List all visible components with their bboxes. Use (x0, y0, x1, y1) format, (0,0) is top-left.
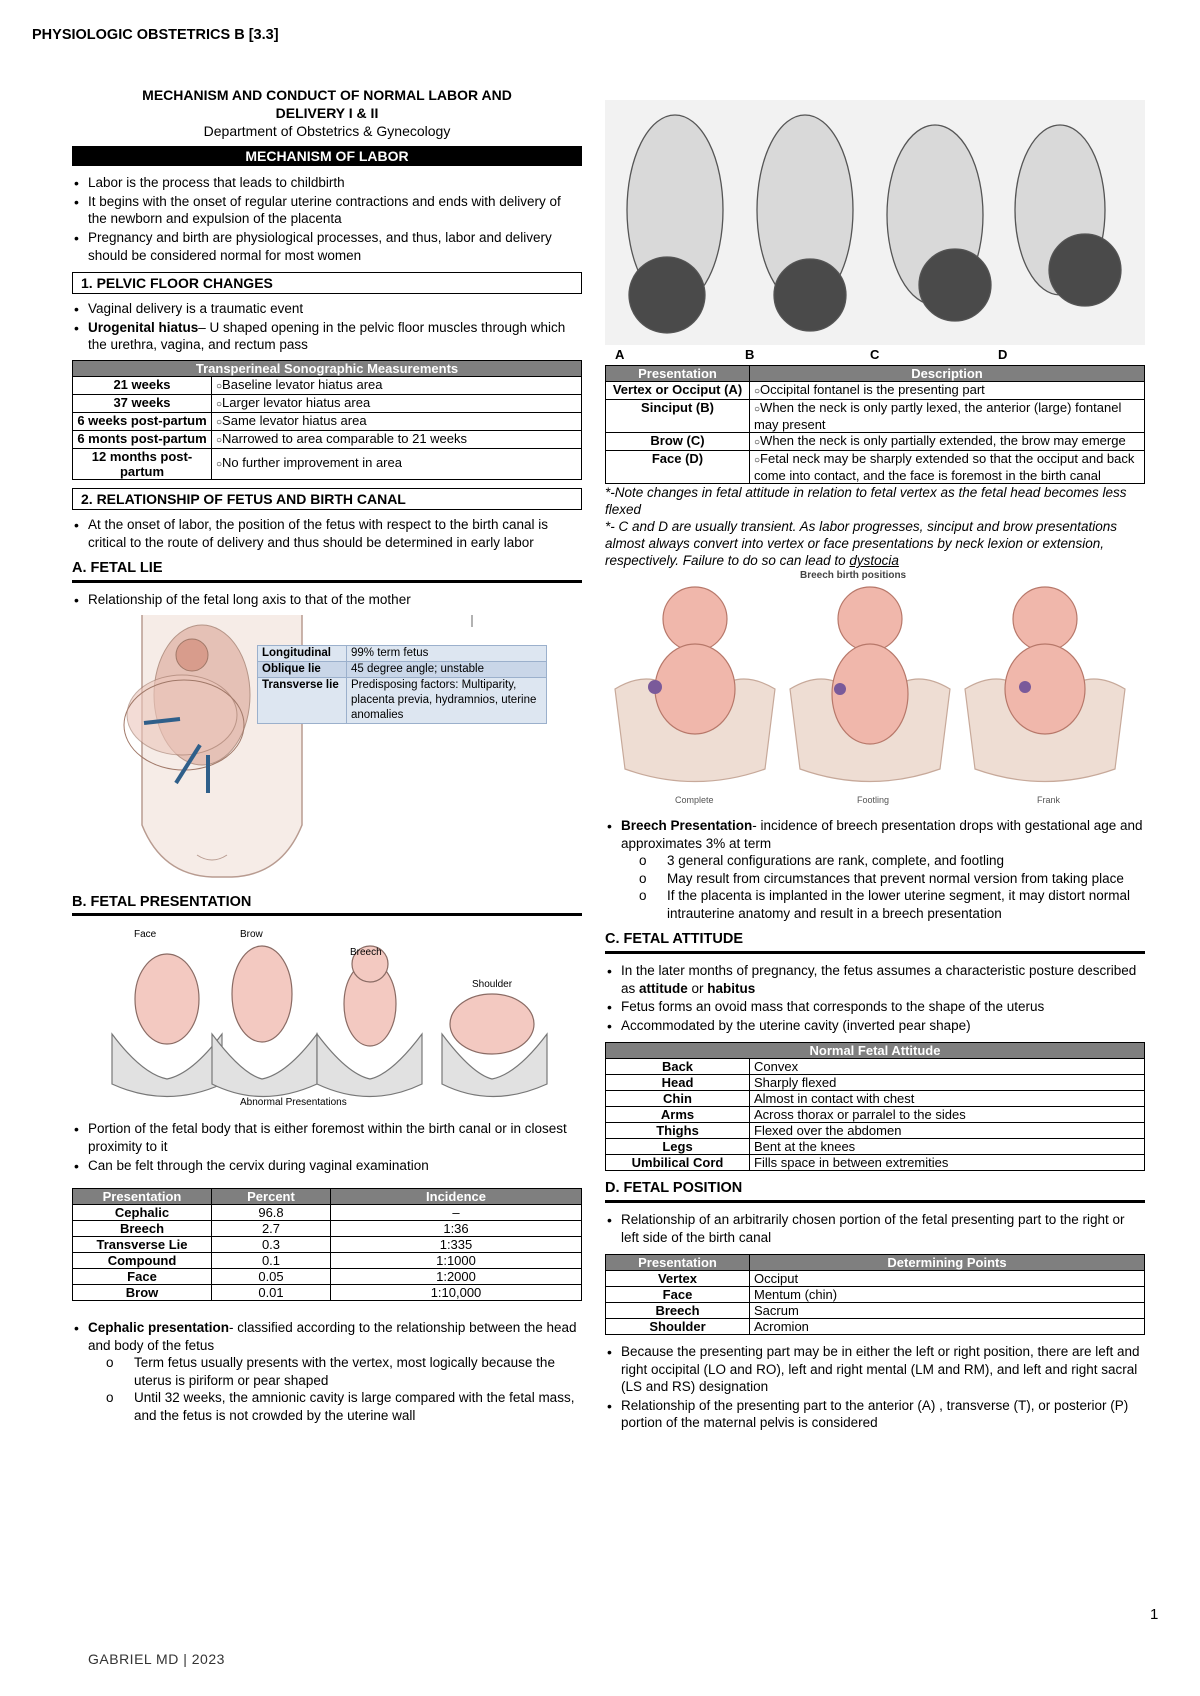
table-cell: Flexed over the abdomen (750, 1123, 1145, 1139)
table-header: Incidence (331, 1189, 582, 1205)
list-item (72, 319, 582, 354)
section-1-list (72, 300, 582, 354)
table-cell: Vertex or Occiput (A) (606, 382, 750, 400)
table-cell: Face (D) (606, 451, 750, 484)
breech-label: Footling (857, 795, 890, 805)
table-cell: Cephalic (73, 1205, 212, 1221)
transperineal-table (72, 360, 582, 480)
table-cell: ○ Larger levator hiatus area (212, 394, 582, 412)
table-cell: 1:335 (331, 1237, 582, 1253)
table-row (606, 400, 1145, 433)
table-cell: Almost in contact with chest (750, 1091, 1145, 1107)
table-row (73, 1253, 582, 1269)
table-cell: Breech (606, 1303, 750, 1319)
section-2-heading: 2. RELATIONSHIP OF FETUS AND BIRTH CANAL (72, 488, 582, 510)
presentation-list (72, 1120, 582, 1174)
table-cell: 12 months post-partum (73, 448, 212, 479)
table-cell: 0.1 (212, 1253, 331, 1269)
term-bold: attitude (639, 980, 688, 996)
intro-list (72, 174, 582, 264)
table-cell: Brow (73, 1285, 212, 1301)
table-cell: Transverse Lie (73, 1237, 212, 1253)
page-number: 1 (1150, 1606, 1159, 1623)
vertex-label: C (870, 347, 880, 362)
note-2 (605, 518, 1145, 569)
position-table (605, 1254, 1145, 1335)
term-bold: Breech Presentation (621, 818, 753, 833)
table-header: Presentation (73, 1189, 212, 1205)
fetal-position-heading: D. FETAL POSITION (605, 1179, 1145, 1203)
table-row (73, 412, 582, 430)
table-row (73, 376, 582, 394)
term-bold: Cephalic presentation (88, 1320, 230, 1336)
table-row (606, 1123, 1145, 1139)
table-cell: Brow (C) (606, 433, 750, 451)
table-header-row (606, 366, 1145, 382)
table-cell: ○ Occipital fontanel is the presenting part (750, 382, 1145, 400)
breech-figure (605, 569, 1145, 809)
table-cell: Fills space in between extremities (750, 1155, 1145, 1171)
table-header-row (73, 1189, 582, 1205)
presentation-label: Brow (240, 929, 263, 941)
table-cell: Compound (73, 1253, 212, 1269)
note-1: *-Note changes in fetal attitude in relation to fetal vertex as the fetal head becomes less flexed (605, 485, 1127, 517)
table-header: Percent (212, 1189, 331, 1205)
table-row (606, 1319, 1145, 1335)
table-cell: Legs (606, 1139, 750, 1155)
list-item: o May result from circumstances that prevent normal version from taking place (639, 870, 1145, 888)
table-row (606, 1075, 1145, 1091)
table-cell: 37 weeks (73, 394, 212, 412)
attitude-table (605, 1042, 1145, 1171)
table-title: Transperineal Sonographic Measurements (73, 360, 582, 376)
cephalic-sublist (88, 1354, 582, 1424)
section-1-heading: 1. PELVIC FLOOR CHANGES (72, 272, 582, 294)
table-row (258, 661, 547, 677)
table-cell: 2.7 (212, 1221, 331, 1237)
vertex-illustration (605, 100, 1145, 345)
mechanism-heading: MECHANISM OF LABOR (72, 146, 582, 166)
list-item (605, 962, 1145, 997)
table-cell: Shoulder (606, 1319, 750, 1335)
term-bold: Urogenital hiatus (88, 319, 199, 335)
presentations-illustration (72, 924, 582, 1114)
vertex-label: B (745, 347, 755, 362)
vertex-label: A (615, 347, 625, 362)
term-definition: – U shaped opening in the pelvic floor muscles through which the urethra, vagina, and rectum pass (88, 319, 566, 353)
table-cell: ○ When the neck is only partly lexed, the anterior (large) fontanel may present (750, 400, 1145, 433)
list-item: • Relationship of an arbitrarily chosen portion of the fetal presenting part to the right or left side of the birth canal (605, 1211, 1145, 1246)
table-cell: 99% term fetus (347, 645, 547, 661)
right-column (605, 100, 1145, 1433)
table-cell: 1:2000 (331, 1269, 582, 1285)
table-cell: 1:1000 (331, 1253, 582, 1269)
list-item: • Pregnancy and birth are physiological processes, and thus, labor and delivery should be considered normal for most women (72, 229, 582, 264)
table-cell: Face (606, 1287, 750, 1303)
table-row (606, 1139, 1145, 1155)
table-cell: Thighs (606, 1123, 750, 1139)
table-row (606, 1303, 1145, 1319)
list-item: • Can be felt through the cervix during vaginal examination (72, 1157, 582, 1175)
vertex-label: D (998, 347, 1008, 362)
table-row (606, 1287, 1145, 1303)
table-cell: Predisposing factors: Multiparity, placenta previa, hydramnios, uterine anomalies (347, 677, 547, 723)
table-cell: ○ No further improvement in area (212, 448, 582, 479)
presentation-label: Breech (350, 947, 382, 959)
table-row (73, 1269, 582, 1285)
table-cell: Umbilical Cord (606, 1155, 750, 1171)
table-cell: Bent at the knees (750, 1139, 1145, 1155)
vertex-attitude-figure (605, 100, 1145, 365)
table-row (606, 1107, 1145, 1123)
term-definition: - incidence of breech presentation drops with gestational age and approximates 3% at term (621, 818, 1143, 851)
table-cell: Face (73, 1269, 212, 1285)
table-cell: Occiput (750, 1271, 1145, 1287)
list-item: • Portion of the fetal body that is either foremost within the birth canal or in closest proximity to it (72, 1120, 582, 1155)
fetal-position-list-2 (605, 1343, 1145, 1432)
fetal-lie-table (257, 645, 547, 724)
table-cell: 0.01 (212, 1285, 331, 1301)
table-row (73, 1205, 582, 1221)
list-item (72, 1319, 582, 1424)
list-item: • Accommodated by the uterine cavity (inverted pear shape) (605, 1017, 1145, 1035)
text: or (687, 980, 708, 996)
table-cell: Back (606, 1059, 750, 1075)
document-header: PHYSIOLOGIC OBSTETRICS B [3.3] (32, 27, 279, 43)
table-header-row (606, 1255, 1145, 1271)
table-cell: 0.05 (212, 1269, 331, 1285)
table-row (606, 1271, 1145, 1287)
list-item: • Because the presenting part may be in either the left or right position, there are left and right occipital (LO and RO), left and right mental (LM and RM), and left and right sacral (LS and RS) designation (605, 1343, 1145, 1396)
table-cell: Sacrum (750, 1303, 1145, 1319)
breech-label: Complete (675, 795, 714, 805)
table-cell: 1:36 (331, 1221, 582, 1237)
title-line-1: MECHANISM AND CONDUCT OF NORMAL LABOR AND (142, 87, 512, 103)
term-definition: - classified according to the relationship between the head and body of the fetus (88, 1320, 577, 1353)
fetal-attitude-list (605, 962, 1145, 1034)
fetal-presentation-heading: B. FETAL PRESENTATION (72, 893, 582, 917)
table-cell: 6 weeks post-partum (73, 412, 212, 430)
fetal-lie-list (72, 591, 582, 609)
list-item: • Relationship of the fetal long axis to that of the mother (72, 591, 582, 609)
figure-caption: Abnormal Presentations (240, 1097, 347, 1109)
presentation-label: Shoulder (472, 979, 513, 991)
table-row (606, 382, 1145, 400)
table-cell: Convex (750, 1059, 1145, 1075)
table-header: Presentation (606, 1255, 750, 1271)
table-row (73, 1237, 582, 1253)
table-cell: Oblique lie (258, 661, 347, 677)
table-row (73, 1285, 582, 1301)
table-cell: ○ When the neck is only partially extended, the brow may emerge (750, 433, 1145, 451)
table-cell: 1:10,000 (331, 1285, 582, 1301)
breech-illustration (605, 569, 1145, 809)
fetal-attitude-heading: C. FETAL ATTITUDE (605, 930, 1145, 954)
table-row (73, 448, 582, 479)
table-row (606, 1059, 1145, 1075)
table-header: Description (750, 366, 1145, 382)
cephalic-list (72, 1319, 582, 1424)
list-item: • Labor is the process that leads to childbirth (72, 174, 582, 192)
table-row (606, 1091, 1145, 1107)
table-cell: ○ Narrowed to area comparable to 21 weeks (212, 430, 582, 448)
document-title (72, 86, 582, 122)
table-cell: Sinciput (B) (606, 400, 750, 433)
title-line-2: DELIVERY I & II (275, 105, 379, 121)
table-row (606, 433, 1145, 451)
table-cell: Acromion (750, 1319, 1145, 1335)
presentation-label: Face (134, 929, 157, 941)
list-item: • Relationship of the presenting part to the anterior (A) , transverse (T), or posterior (P) portion of the maternal pelvis is considered (605, 1397, 1145, 1432)
fetal-position-list (605, 1211, 1145, 1246)
table-cell: Across thorax or parralel to the sides (750, 1107, 1145, 1123)
table-cell: Head (606, 1075, 750, 1091)
incidence-table (72, 1188, 582, 1301)
list-item: o If the placenta is implanted in the lower uterine segment, it may distort normal intrauterine anatomy and result in a breech presentation (639, 887, 1145, 922)
abnormal-presentations-figure (72, 924, 582, 1114)
table-cell: 0.3 (212, 1237, 331, 1253)
table-row (606, 1155, 1145, 1171)
footer: GABRIEL MD | 2023 (88, 1651, 225, 1667)
list-item: • It begins with the onset of regular uterine contractions and ends with delivery of the newborn and expulsion of the placenta (72, 193, 582, 228)
table-header: Presentation (606, 366, 750, 382)
list-item: • Fetus forms an ovoid mass that corresponds to the shape of the uterus (605, 998, 1145, 1016)
note-2-text: *- C and D are usually transient. As labor progresses, sinciput and brow presentations almost always convert into vertex or face presentations by neck lexion or extension, respectively. Failure to do so can lead to (605, 519, 1118, 568)
table-row (73, 430, 582, 448)
fetal-lie-heading: A. FETAL LIE (72, 559, 582, 583)
table-cell: Arms (606, 1107, 750, 1123)
text: In the later months of pregnancy, the fetus assumes a characteristic posture described as (621, 963, 1137, 996)
table-cell: ○ Baseline levator hiatus area (212, 376, 582, 394)
list-item: o 3 general configurations are rank, complete, and footling (639, 852, 1145, 870)
presentation-description-table (605, 365, 1145, 484)
table-cell: Transverse lie (258, 677, 347, 723)
table-cell: Vertex (606, 1271, 750, 1287)
table-row (606, 451, 1145, 484)
table-cell: ○ Fetal neck may be sharply extended so that the occiput and back come into contact, and the face is foremost in the birth canal (750, 451, 1145, 484)
term-bold: habitus (707, 980, 756, 996)
table-cell: 6 monts post-partum (73, 430, 212, 448)
table-row (258, 645, 547, 661)
table-cell: 45 degree angle; unstable (347, 661, 547, 677)
list-item: • Vaginal delivery is a traumatic event (72, 300, 582, 318)
breech-figure-title: Breech birth positions (800, 570, 907, 581)
table-title: Normal Fetal Attitude (606, 1043, 1145, 1059)
dystocia-term: dystocia (849, 553, 899, 568)
list-item: • At the onset of labor, the position of the fetus with respect to the birth canal is critical to the route of delivery and thus should be determined in early labor (72, 516, 582, 551)
table-row (73, 1221, 582, 1237)
table-cell: Mentum (chin) (750, 1287, 1145, 1303)
table-cell: 96.8 (212, 1205, 331, 1221)
department: Department of Obstetrics & Gynecology (203, 123, 451, 139)
section-2-list (72, 516, 582, 551)
table-cell: 21 weeks (73, 376, 212, 394)
fetal-lie-figure (72, 615, 582, 885)
list-item (605, 817, 1145, 922)
breech-sublist (621, 852, 1145, 922)
table-row (73, 394, 582, 412)
table-header: Determining Points (750, 1255, 1145, 1271)
table-cell: – (331, 1205, 582, 1221)
table-cell: Chin (606, 1091, 750, 1107)
table-cell: Breech (73, 1221, 212, 1237)
left-column (72, 86, 582, 1425)
table-cell: ○ Same levator hiatus area (212, 412, 582, 430)
table-cell: Longitudinal (258, 645, 347, 661)
breech-list (605, 817, 1145, 922)
list-item: o Until 32 weeks, the amnionic cavity is large compared with the fetal mass, and the fetus is not crowded by the uterine wall (106, 1389, 582, 1424)
table-cell: Sharply flexed (750, 1075, 1145, 1091)
list-item: o Term fetus usually presents with the vertex, most logically because the uterus is piriform or pear shaped (106, 1354, 582, 1389)
table-row (258, 677, 547, 723)
breech-label: Frank (1037, 795, 1061, 805)
